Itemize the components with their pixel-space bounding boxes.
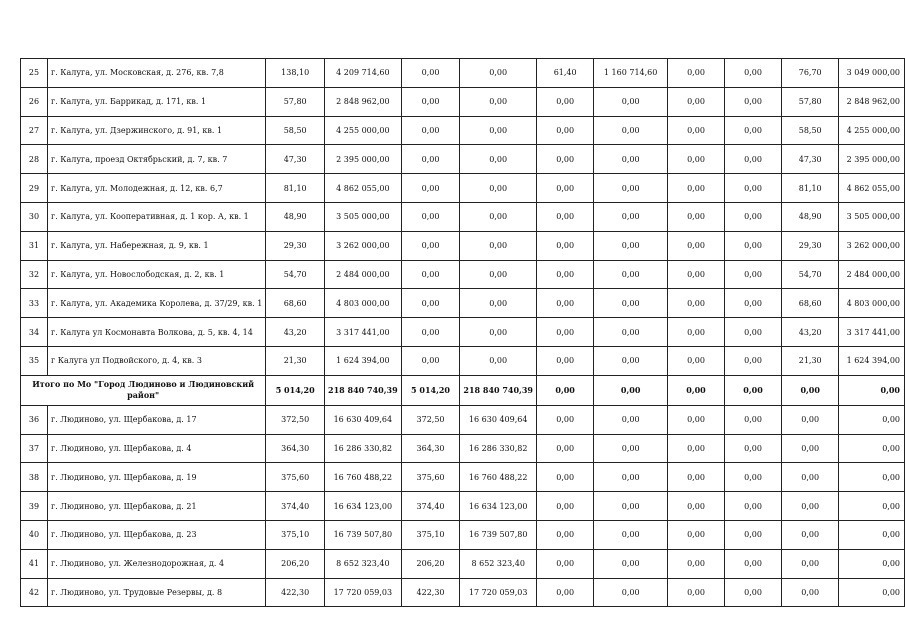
row-number: 29 <box>21 174 48 203</box>
value-cell: 0,00 <box>668 375 725 405</box>
row-number: 27 <box>21 116 48 145</box>
value-cell: 57,80 <box>266 87 325 116</box>
value-cell: 3 505 000,00 <box>839 202 905 231</box>
value-cell: 0,00 <box>594 492 668 521</box>
table-row <box>21 231 905 260</box>
value-cell: 374,40 <box>401 492 460 521</box>
address-cell: г. Калуга, ул. Московская, д. 276, кв. 7,8 <box>48 59 266 88</box>
table-row <box>21 318 905 347</box>
table-row <box>21 434 905 463</box>
value-cell: 0,00 <box>839 463 905 492</box>
value-cell: 0,00 <box>668 59 725 88</box>
value-cell: 68,60 <box>782 289 839 318</box>
value-cell: 0,00 <box>668 492 725 521</box>
value-cell: 0,00 <box>725 492 782 521</box>
value-cell: 0,00 <box>536 405 593 434</box>
value-cell: 4 862 055,00 <box>839 174 905 203</box>
value-cell: 0,00 <box>782 549 839 578</box>
value-cell: 0,00 <box>725 318 782 347</box>
row-number: 26 <box>21 87 48 116</box>
value-cell: 29,30 <box>266 231 325 260</box>
value-cell: 21,30 <box>782 346 839 375</box>
value-cell: 0,00 <box>401 260 460 289</box>
value-cell: 29,30 <box>782 231 839 260</box>
value-cell: 0,00 <box>594 116 668 145</box>
table-row <box>21 578 905 607</box>
value-cell: 0,00 <box>668 346 725 375</box>
value-cell: 16 739 507,80 <box>460 520 537 549</box>
address-cell: г. Калуга, ул. Молодежная, д. 12, кв. 6,7 <box>48 174 266 203</box>
value-cell: 0,00 <box>536 145 593 174</box>
address-cell: г. Калуга, проезд Октябрьский, д. 7, кв. 7 <box>48 145 266 174</box>
row-number: 38 <box>21 463 48 492</box>
row-number: 36 <box>21 405 48 434</box>
value-cell: 16 760 488,22 <box>460 463 537 492</box>
value-cell: 3 317 441,00 <box>839 318 905 347</box>
table-row <box>21 463 905 492</box>
value-cell: 0,00 <box>594 145 668 174</box>
value-cell: 21,30 <box>266 346 325 375</box>
address-cell: г. Людиново, ул. Щербакова, д. 4 <box>48 434 266 463</box>
address-cell: г. Калуга, ул. Баррикад, д. 171, кв. 1 <box>48 87 266 116</box>
value-cell: 81,10 <box>266 174 325 203</box>
value-cell: 0,00 <box>782 434 839 463</box>
address-cell: г Калуга ул Подвойского, д. 4, кв. 3 <box>48 346 266 375</box>
value-cell: 0,00 <box>668 463 725 492</box>
table-row <box>21 116 905 145</box>
value-cell: 3 049 000,00 <box>839 59 905 88</box>
value-cell: 81,10 <box>782 174 839 203</box>
row-number: 33 <box>21 289 48 318</box>
address-cell: г. Калуга, ул. Дзержинского, д. 91, кв. 1 <box>48 116 266 145</box>
value-cell: 218 840 740,39 <box>325 375 402 405</box>
value-cell: 422,30 <box>266 578 325 607</box>
value-cell: 364,30 <box>401 434 460 463</box>
row-number: 25 <box>21 59 48 88</box>
address-cell: г. Людиново, ул. Щербакова, д. 17 <box>48 405 266 434</box>
value-cell: 0,00 <box>668 260 725 289</box>
value-cell: 0,00 <box>536 116 593 145</box>
table-body <box>21 59 905 607</box>
value-cell: 0,00 <box>594 434 668 463</box>
value-cell: 422,30 <box>401 578 460 607</box>
value-cell: 0,00 <box>460 174 537 203</box>
value-cell: 0,00 <box>460 87 537 116</box>
value-cell: 372,50 <box>401 405 460 434</box>
value-cell: 0,00 <box>536 289 593 318</box>
value-cell: 0,00 <box>401 318 460 347</box>
value-cell: 364,30 <box>266 434 325 463</box>
value-cell: 0,00 <box>401 202 460 231</box>
value-cell: 0,00 <box>668 116 725 145</box>
value-cell: 0,00 <box>594 520 668 549</box>
value-cell: 138,10 <box>266 59 325 88</box>
value-cell: 0,00 <box>725 578 782 607</box>
address-cell: г. Калуга, ул. Новослободская, д. 2, кв. 1 <box>48 260 266 289</box>
value-cell: 4 255 000,00 <box>325 116 402 145</box>
value-cell: 375,10 <box>266 520 325 549</box>
value-cell: 3 262 000,00 <box>325 231 402 260</box>
value-cell: 0,00 <box>536 346 593 375</box>
value-cell: 0,00 <box>668 520 725 549</box>
value-cell: 375,60 <box>266 463 325 492</box>
value-cell: 0,00 <box>594 202 668 231</box>
value-cell: 17 720 059,03 <box>325 578 402 607</box>
address-cell: г. Людиново, ул. Щербакова, д. 19 <box>48 463 266 492</box>
value-cell: 16 286 330,82 <box>325 434 402 463</box>
value-cell: 0,00 <box>782 463 839 492</box>
value-cell: 0,00 <box>725 346 782 375</box>
value-cell: 0,00 <box>460 145 537 174</box>
value-cell: 0,00 <box>460 318 537 347</box>
value-cell: 0,00 <box>782 578 839 607</box>
value-cell: 0,00 <box>536 87 593 116</box>
value-cell: 0,00 <box>594 174 668 203</box>
table-row <box>21 289 905 318</box>
value-cell: 47,30 <box>266 145 325 174</box>
value-cell: 0,00 <box>594 375 668 405</box>
table-row <box>21 405 905 434</box>
value-cell: 0,00 <box>839 434 905 463</box>
value-cell: 54,70 <box>782 260 839 289</box>
value-cell: 0,00 <box>725 434 782 463</box>
address-cell: г. Людиново, ул. Щербакова, д. 21 <box>48 492 266 521</box>
value-cell: 0,00 <box>536 375 593 405</box>
value-cell: 0,00 <box>668 578 725 607</box>
value-cell: 0,00 <box>839 405 905 434</box>
value-cell: 0,00 <box>594 260 668 289</box>
value-cell: 16 760 488,22 <box>325 463 402 492</box>
value-cell: 0,00 <box>594 463 668 492</box>
value-cell: 0,00 <box>460 346 537 375</box>
value-cell: 0,00 <box>401 59 460 88</box>
value-cell: 375,60 <box>401 463 460 492</box>
address-cell: г. Людиново, ул. Трудовые Резервы, д. 8 <box>48 578 266 607</box>
value-cell: 0,00 <box>536 318 593 347</box>
row-number: 39 <box>21 492 48 521</box>
value-cell: 5 014,20 <box>266 375 325 405</box>
total-row <box>21 375 905 405</box>
value-cell: 0,00 <box>536 492 593 521</box>
value-cell: 0,00 <box>594 578 668 607</box>
value-cell: 0,00 <box>668 549 725 578</box>
value-cell: 0,00 <box>460 260 537 289</box>
value-cell: 2 848 962,00 <box>839 87 905 116</box>
value-cell: 0,00 <box>536 260 593 289</box>
value-cell: 0,00 <box>725 87 782 116</box>
value-cell: 4 803 000,00 <box>839 289 905 318</box>
value-cell: 0,00 <box>460 231 537 260</box>
value-cell: 0,00 <box>594 549 668 578</box>
row-number: 34 <box>21 318 48 347</box>
data-table <box>20 58 905 607</box>
value-cell: 0,00 <box>668 318 725 347</box>
value-cell: 4 803 000,00 <box>325 289 402 318</box>
value-cell: 0,00 <box>782 492 839 521</box>
value-cell: 16 630 409,64 <box>460 405 537 434</box>
value-cell: 3 317 441,00 <box>325 318 402 347</box>
value-cell: 76,70 <box>782 59 839 88</box>
value-cell: 374,40 <box>266 492 325 521</box>
value-cell: 0,00 <box>782 405 839 434</box>
table-row <box>21 202 905 231</box>
table-row <box>21 549 905 578</box>
value-cell: 57,80 <box>782 87 839 116</box>
row-number: 37 <box>21 434 48 463</box>
value-cell: 206,20 <box>266 549 325 578</box>
value-cell: 47,30 <box>782 145 839 174</box>
value-cell: 0,00 <box>725 202 782 231</box>
table-row <box>21 145 905 174</box>
value-cell: 48,90 <box>266 202 325 231</box>
value-cell: 372,50 <box>266 405 325 434</box>
row-number: 28 <box>21 145 48 174</box>
value-cell: 206,20 <box>401 549 460 578</box>
value-cell: 0,00 <box>839 492 905 521</box>
value-cell: 2 395 000,00 <box>839 145 905 174</box>
value-cell: 2 484 000,00 <box>839 260 905 289</box>
value-cell: 0,00 <box>594 405 668 434</box>
table-row <box>21 59 905 88</box>
value-cell: 16 630 409,64 <box>325 405 402 434</box>
value-cell: 0,00 <box>401 116 460 145</box>
value-cell: 5 014,20 <box>401 375 460 405</box>
value-cell: 0,00 <box>725 260 782 289</box>
table-row <box>21 346 905 375</box>
value-cell: 0,00 <box>725 116 782 145</box>
value-cell: 0,00 <box>668 231 725 260</box>
value-cell: 0,00 <box>536 520 593 549</box>
value-cell: 0,00 <box>536 549 593 578</box>
value-cell: 2 395 000,00 <box>325 145 402 174</box>
value-cell: 0,00 <box>725 289 782 318</box>
row-number: 42 <box>21 578 48 607</box>
value-cell: 0,00 <box>839 549 905 578</box>
value-cell: 0,00 <box>668 202 725 231</box>
value-cell: 218 840 740,39 <box>460 375 537 405</box>
value-cell: 0,00 <box>401 145 460 174</box>
value-cell: 61,40 <box>536 59 593 88</box>
value-cell: 0,00 <box>536 174 593 203</box>
value-cell: 48,90 <box>782 202 839 231</box>
value-cell: 0,00 <box>782 520 839 549</box>
value-cell: 0,00 <box>401 346 460 375</box>
value-cell: 0,00 <box>594 87 668 116</box>
value-cell: 0,00 <box>725 59 782 88</box>
address-cell: г. Людиново, ул. Щербакова, д. 23 <box>48 520 266 549</box>
value-cell: 0,00 <box>594 231 668 260</box>
value-cell: 0,00 <box>668 145 725 174</box>
value-cell: 0,00 <box>725 405 782 434</box>
value-cell: 0,00 <box>839 520 905 549</box>
row-number: 40 <box>21 520 48 549</box>
value-cell: 375,10 <box>401 520 460 549</box>
row-number: 30 <box>21 202 48 231</box>
row-number: 31 <box>21 231 48 260</box>
value-cell: 0,00 <box>725 231 782 260</box>
value-cell: 0,00 <box>460 116 537 145</box>
row-number: 41 <box>21 549 48 578</box>
value-cell: 2 848 962,00 <box>325 87 402 116</box>
value-cell: 0,00 <box>725 375 782 405</box>
value-cell: 0,00 <box>460 289 537 318</box>
value-cell: 0,00 <box>725 174 782 203</box>
value-cell: 0,00 <box>401 174 460 203</box>
value-cell: 0,00 <box>725 520 782 549</box>
table-row <box>21 260 905 289</box>
value-cell: 43,20 <box>266 318 325 347</box>
value-cell: 0,00 <box>594 289 668 318</box>
value-cell: 1 160 714,60 <box>594 59 668 88</box>
value-cell: 43,20 <box>782 318 839 347</box>
value-cell: 0,00 <box>536 463 593 492</box>
value-cell: 16 286 330,82 <box>460 434 537 463</box>
value-cell: 4 209 714,60 <box>325 59 402 88</box>
address-cell: г. Калуга, ул. Кооперативная, д. 1 кор. А, кв. 1 <box>48 202 266 231</box>
row-number: 35 <box>21 346 48 375</box>
table-row <box>21 492 905 521</box>
value-cell: 0,00 <box>725 145 782 174</box>
value-cell: 0,00 <box>668 434 725 463</box>
value-cell: 68,60 <box>266 289 325 318</box>
value-cell: 58,50 <box>266 116 325 145</box>
value-cell: 16 739 507,80 <box>325 520 402 549</box>
value-cell: 1 624 394,00 <box>325 346 402 375</box>
value-cell: 0,00 <box>594 318 668 347</box>
value-cell: 0,00 <box>401 231 460 260</box>
value-cell: 0,00 <box>460 59 537 88</box>
value-cell: 8 652 323,40 <box>460 549 537 578</box>
value-cell: 8 652 323,40 <box>325 549 402 578</box>
address-cell: г. Людиново, ул. Железнодорожная, д. 4 <box>48 549 266 578</box>
value-cell: 0,00 <box>536 434 593 463</box>
address-cell: г. Калуга, ул. Набережная, д. 9, кв. 1 <box>48 231 266 260</box>
value-cell: 16 634 123,00 <box>325 492 402 521</box>
value-cell: 58,50 <box>782 116 839 145</box>
value-cell: 0,00 <box>668 289 725 318</box>
value-cell: 54,70 <box>266 260 325 289</box>
value-cell: 4 862 055,00 <box>325 174 402 203</box>
value-cell: 0,00 <box>839 375 905 405</box>
value-cell: 0,00 <box>536 578 593 607</box>
value-cell: 0,00 <box>782 375 839 405</box>
value-cell: 0,00 <box>536 202 593 231</box>
value-cell: 1 624 394,00 <box>839 346 905 375</box>
row-number: 32 <box>21 260 48 289</box>
value-cell: 0,00 <box>668 405 725 434</box>
value-cell: 3 262 000,00 <box>839 231 905 260</box>
total-label: Итого по Мо "Город Людиново и Людиновский район" <box>21 375 266 405</box>
table-row <box>21 520 905 549</box>
value-cell: 0,00 <box>725 549 782 578</box>
value-cell: 0,00 <box>839 578 905 607</box>
value-cell: 0,00 <box>725 463 782 492</box>
value-cell: 17 720 059,03 <box>460 578 537 607</box>
value-cell: 2 484 000,00 <box>325 260 402 289</box>
value-cell: 16 634 123,00 <box>460 492 537 521</box>
table-row <box>21 87 905 116</box>
table-row <box>21 174 905 203</box>
value-cell: 3 505 000,00 <box>325 202 402 231</box>
value-cell: 0,00 <box>401 87 460 116</box>
address-cell: г. Калуга ул Космонавта Волкова, д. 5, кв. 4, 14 <box>48 318 266 347</box>
value-cell: 0,00 <box>536 231 593 260</box>
value-cell: 4 255 000,00 <box>839 116 905 145</box>
value-cell: 0,00 <box>401 289 460 318</box>
value-cell: 0,00 <box>668 87 725 116</box>
value-cell: 0,00 <box>594 346 668 375</box>
value-cell: 0,00 <box>668 174 725 203</box>
address-cell: г. Калуга, ул. Академика Королева, д. 37/29, кв. 1 <box>48 289 266 318</box>
value-cell: 0,00 <box>460 202 537 231</box>
